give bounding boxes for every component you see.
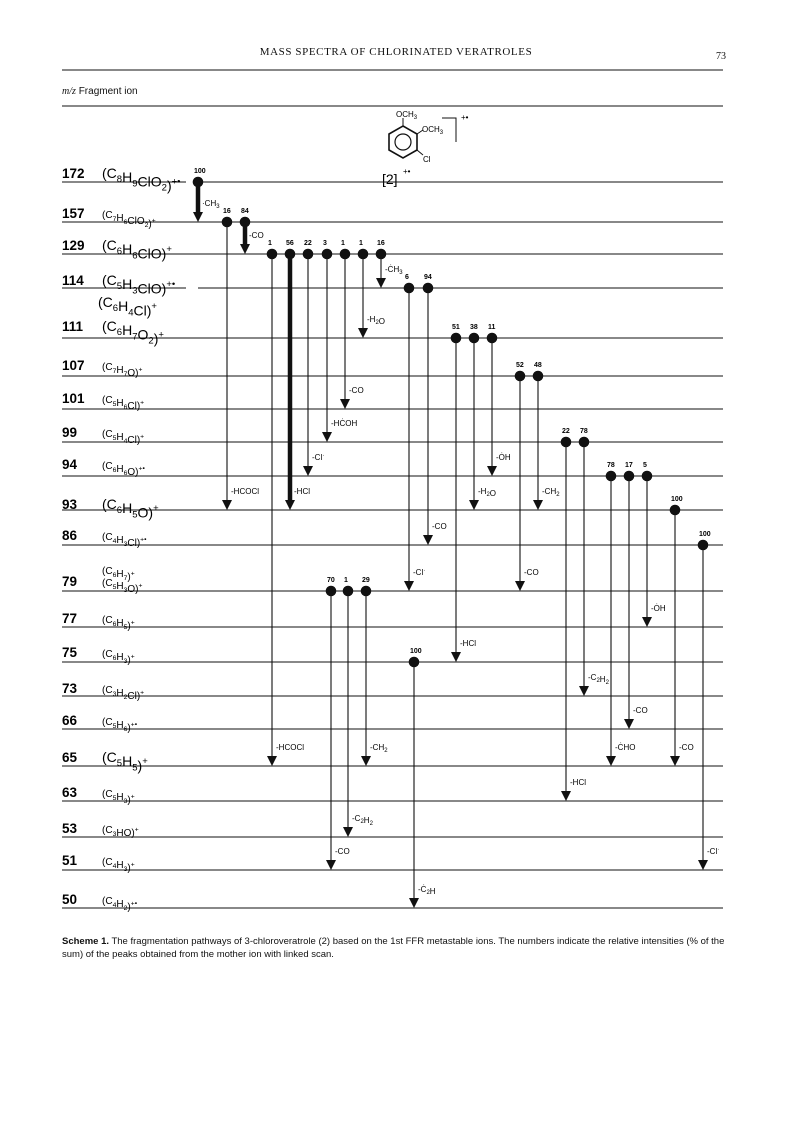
ion-level — [62, 749, 723, 773]
fragment-formula: $(C_5H_3)^+$ — [102, 789, 135, 806]
origin-dot — [606, 471, 617, 482]
loss-label: $-ĊH_3$ — [385, 265, 403, 276]
fragment-ion-label: Fragment ion — [78, 86, 138, 97]
intensity-label: 5 — [643, 462, 647, 469]
substituent-och3-2: $OCH_3$ — [422, 125, 444, 136]
intensity-label: 48 — [534, 362, 542, 369]
arrow-head — [670, 756, 680, 766]
loss-label: -CO — [249, 231, 264, 240]
fragment-formula: $(C_4H_2)^{+•}$ — [102, 896, 138, 913]
arrow-head — [533, 500, 543, 510]
intensity-label: 94 — [424, 274, 432, 281]
intensity-label: 22 — [304, 240, 312, 247]
ion-level — [62, 272, 723, 318]
arrow-head — [642, 617, 652, 627]
aromatic-circle — [395, 134, 411, 150]
mz-value: 66 — [62, 713, 78, 728]
intensity-label: 56 — [286, 240, 294, 247]
arrow-head — [376, 278, 386, 288]
fragment-formula: $(C_6H_3)^+$ — [102, 649, 135, 666]
fragment-formula: $(C_6H_5)^+$ — [102, 615, 135, 632]
structure-charge: +• — [461, 113, 469, 122]
intensity-label: 1 — [341, 240, 345, 247]
structure — [382, 110, 469, 187]
ion-level — [62, 892, 723, 913]
intensity-label: 16 — [223, 208, 231, 215]
origin-dot — [222, 217, 233, 228]
transition-157-93 — [222, 208, 260, 510]
loss-label: -CO — [633, 706, 648, 715]
compound-label: [2] — [382, 171, 398, 187]
intensity-label: 38 — [470, 324, 478, 331]
arrow-head — [487, 466, 497, 476]
arrow-head — [193, 212, 203, 222]
origin-dot — [358, 249, 369, 260]
ion-level — [62, 645, 723, 666]
caption-text: The fragmentation pathways of 3-chloroveratrole (2) based on the 1st FFR metastable ions. The numbers indicate the relative intensities (% of the sum) of the peaks obtained from the mother ion with linked scan. — [62, 936, 725, 960]
mz-value: 94 — [62, 457, 78, 472]
mz-value: 75 — [62, 645, 78, 660]
origin-dot — [303, 249, 314, 260]
fragment-formula: $(C_3H_2Cl)^+$ — [102, 685, 145, 702]
intensity-label: 52 — [516, 362, 524, 369]
arrow-head — [698, 860, 708, 870]
intensity-label: 100 — [410, 648, 422, 655]
mz-value: 51 — [62, 853, 78, 868]
origin-dot — [285, 249, 296, 260]
loss-label: $-C_2H_2$ — [352, 814, 373, 827]
loss-label: -Cl· — [707, 847, 720, 856]
fragment-formula: $(C_5H_5)^+$ — [102, 749, 148, 774]
transition-79-53 — [343, 577, 374, 837]
caption-label: Scheme 1. — [62, 936, 109, 947]
loss-label: -HCl — [570, 778, 586, 787]
origin-dot — [423, 283, 434, 294]
transition-79-51 — [326, 577, 350, 870]
transition-111-94 — [487, 324, 511, 476]
origin-dot — [579, 437, 590, 448]
compound-label-charge: +• — [403, 167, 411, 176]
transitions — [193, 168, 720, 908]
fragment-formula: $(C_6H_6O)^{+•}$ — [102, 461, 145, 478]
arrow-head — [423, 535, 433, 545]
mz-value: 79 — [62, 574, 78, 589]
mz-value: 157 — [62, 206, 85, 221]
ion-level — [62, 206, 723, 230]
intensity-label: 78 — [580, 428, 588, 435]
origin-dot — [642, 471, 653, 482]
radical-cation-bracket — [442, 118, 456, 142]
transition-129-101 — [340, 240, 364, 409]
origin-dot — [376, 249, 387, 260]
ion-level — [62, 496, 723, 520]
fragment-formula: $(C_7H_7O)^+$ — [102, 362, 143, 379]
arrow-head — [361, 756, 371, 766]
mz-value: 53 — [62, 821, 78, 836]
loss-label: $-CH_2$ — [370, 743, 388, 754]
intensity-label: 16 — [377, 240, 385, 247]
mz-value: 50 — [62, 892, 78, 907]
transition-94-66 — [624, 462, 648, 729]
origin-dot — [240, 217, 251, 228]
mz-value: 63 — [62, 785, 78, 800]
arrow-head — [326, 860, 336, 870]
mz-value: 172 — [62, 166, 85, 181]
arrow-head — [579, 686, 589, 696]
transition-86-51 — [698, 531, 720, 870]
arrow-head — [561, 791, 571, 801]
ion-level — [62, 785, 723, 806]
loss-label: -ȮH — [496, 453, 511, 462]
origin-dot — [409, 657, 420, 668]
arrow-head — [285, 500, 295, 510]
origin-dot — [469, 333, 480, 344]
ion-level — [62, 425, 723, 446]
intensity-label: 3 — [323, 240, 327, 247]
loss-label: $-C_2H_2$ — [588, 673, 609, 686]
arrow-head — [515, 581, 525, 591]
fragment-formula: $(C_4H_3)^+$ — [102, 857, 135, 874]
loss-label: -HCOCl — [276, 743, 304, 752]
ion-level — [62, 358, 723, 379]
loss-label: -CO — [524, 568, 539, 577]
loss-label: -HĊOH — [331, 419, 358, 428]
fragment-formula: $(C_6H_6ClO)^+$ — [102, 237, 172, 262]
origin-dot — [326, 586, 337, 597]
origin-dot — [267, 249, 278, 260]
transition-129-94 — [303, 240, 325, 476]
mz-value: 107 — [62, 358, 85, 373]
origin-dot — [451, 333, 462, 344]
mz-value: 86 — [62, 528, 78, 543]
origin-dot — [624, 471, 635, 482]
fragment-formula: $(C_4H_3Cl)^{+•}$ — [102, 532, 147, 549]
substituent-cl: Cl — [423, 155, 431, 164]
loss-label: -ĊHO — [615, 743, 636, 752]
fragment-formula: $(C_7H_6ClO_2)^+$ — [102, 210, 156, 230]
fragment-formula: $(C_5H_4Cl)^+$ — [102, 429, 145, 446]
intensity-label: 6 — [405, 274, 409, 281]
intensity-label: 29 — [362, 577, 370, 584]
transition-99-73 — [579, 428, 610, 696]
mz-value: 93 — [62, 497, 78, 512]
ion-level — [62, 566, 723, 595]
origin-dot — [561, 437, 572, 448]
origin-dot — [193, 177, 204, 188]
transition-99-63 — [561, 428, 587, 801]
transition-157-129 — [240, 208, 264, 254]
origin-dot — [361, 586, 372, 597]
transition-129-114 — [376, 240, 404, 288]
ion-level — [62, 611, 723, 632]
fragment-formula: $(C_5H_3O)^+$ — [102, 578, 143, 595]
arrow-head — [267, 756, 277, 766]
ion-level — [62, 237, 723, 261]
fragment-formula: $(C_8H_9ClO_2)^{+•}$ — [102, 165, 181, 194]
running-header: MASS SPECTRA OF CHLORINATED VERATROLES — [259, 46, 533, 58]
intensity-label: 100 — [699, 531, 711, 538]
transition-172-157 — [193, 168, 221, 222]
loss-label: $-Ċ_2H$ — [418, 885, 436, 896]
mz-value: 73 — [62, 681, 78, 696]
arrow-head — [303, 466, 313, 476]
origin-dot — [487, 333, 498, 344]
loss-label: -CO — [335, 847, 350, 856]
fragment-formula: $(C_6H_7)^+$ — [102, 566, 135, 583]
fragment-formula: $(C_5H_6Cl)^+$ — [102, 395, 145, 412]
transition-75-50 — [409, 648, 436, 908]
intensity-label: 17 — [625, 462, 633, 469]
arrow-head — [606, 756, 616, 766]
mz-value: 77 — [62, 611, 78, 626]
fragment-formula: $(C_6H_5O)^+$ — [102, 496, 159, 521]
loss-label: $\cdot CH_3$ — [202, 199, 220, 210]
origin-dot — [515, 371, 526, 382]
ion-level — [62, 853, 723, 874]
intensity-label: 100 — [671, 496, 683, 503]
loss-label: -CO — [679, 743, 694, 752]
ion-level — [62, 713, 723, 734]
arrow-head — [340, 399, 350, 409]
intensity-label: 70 — [327, 577, 335, 584]
arrow-head — [404, 581, 414, 591]
ion-level — [62, 528, 723, 549]
loss-label: $-CH_2$ — [542, 487, 560, 498]
intensity-label: 11 — [488, 324, 496, 331]
origin-dot — [670, 505, 681, 516]
arrow-head — [624, 719, 634, 729]
intensity-label: 1 — [268, 240, 272, 247]
transition-93-65 — [670, 496, 694, 766]
origin-dot — [533, 371, 544, 382]
mz-label: m/z — [62, 86, 76, 97]
mz-value: 114 — [62, 273, 84, 288]
ion-level — [62, 391, 723, 412]
fragment-formula: $(C_5H_6)^{+•}$ — [102, 717, 138, 734]
arrow-head — [358, 328, 368, 338]
loss-label: -ȮH — [651, 604, 666, 613]
mz-value: 65 — [62, 750, 78, 765]
loss-label: -HCOCl — [231, 487, 259, 496]
arrow-head — [322, 432, 332, 442]
fragment-formula: $(C_5H_3ClO)^{+•}$ — [102, 272, 176, 297]
origin-dot — [340, 249, 351, 260]
loss-label: -HCl — [460, 639, 476, 648]
arrow-head — [451, 652, 461, 662]
fragment-formula: $(C_3HO)^+$ — [102, 825, 139, 839]
arrow-head — [240, 244, 250, 254]
benzene-ring — [389, 126, 417, 158]
arrow-head — [343, 827, 353, 837]
intensity-label: 78 — [607, 462, 615, 469]
transition-129-65 — [267, 240, 305, 766]
ion-level — [62, 318, 723, 347]
mz-value: 129 — [62, 238, 85, 253]
origin-dot — [343, 586, 354, 597]
ion-level — [62, 821, 723, 839]
figure-caption — [62, 935, 730, 961]
ion-level — [62, 681, 723, 702]
substituent-och3-1: $OCH_3$ — [396, 110, 418, 121]
transition-129-99 — [322, 240, 358, 442]
loss-label: $-H_2O$ — [367, 315, 386, 326]
arrow-head — [409, 898, 419, 908]
loss-label: -Cl· — [413, 568, 426, 577]
ion-levels — [62, 70, 723, 913]
transition-107-93 — [533, 362, 561, 510]
intensity-label: 1 — [359, 240, 363, 247]
origin-dot — [322, 249, 333, 260]
transition-114-79 — [404, 274, 426, 591]
fragment-formula: $(C_6H_7O_2)^+$ — [102, 318, 164, 347]
arrow-head — [469, 500, 479, 510]
fragment-formula: $(C_6H_4Cl)^+$ — [98, 294, 157, 319]
intensity-label: 84 — [241, 208, 249, 215]
loss-label: -HCl — [294, 487, 310, 496]
origin-dot — [698, 540, 709, 551]
mz-value: 111 — [62, 319, 84, 334]
arrow-head — [222, 500, 232, 510]
intensity-label: 100 — [194, 168, 206, 175]
page-number: 73 — [716, 51, 726, 62]
transition-79-65 — [361, 577, 389, 766]
loss-label: $-H_2O$ — [478, 487, 497, 498]
intensity-label: 1 — [344, 577, 348, 584]
mz-value: 99 — [62, 425, 78, 440]
loss-label: -Cl· — [312, 453, 325, 462]
intensity-label: 51 — [452, 324, 460, 331]
loss-label: -CO — [349, 386, 364, 395]
intensity-label: 22 — [562, 428, 570, 435]
mz-value: 101 — [62, 391, 85, 406]
transition-111-75 — [451, 324, 477, 662]
loss-label: -CO — [432, 522, 447, 531]
origin-dot — [404, 283, 415, 294]
